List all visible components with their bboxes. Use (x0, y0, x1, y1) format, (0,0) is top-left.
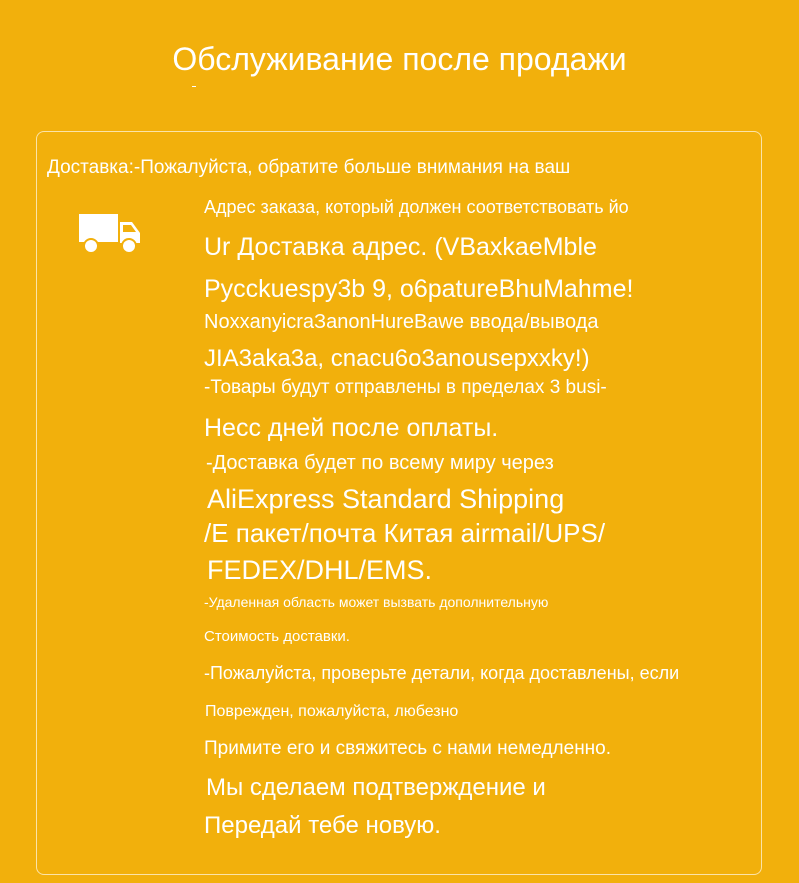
text-line-address-match: Адрес заказа, который должен соответствовать йо (204, 197, 629, 217)
text-line-send-new: Передай тебе новую. (204, 812, 441, 839)
text-line-input-output: NoxxanyicraЗanonHureBawe ввода/вывода (204, 311, 599, 333)
page-title: Обслуживание после продажи (172, 41, 627, 77)
text-line-express-carriers: FEDEX/DHL/EMS. (207, 555, 433, 585)
text-line-delivery-address: Ur Доставка адрес. (VBaxkaeMble (204, 233, 597, 261)
text-line-contact-us: Примите его и свяжитесь с нами немедленно. (204, 738, 612, 759)
text-line-ship-within: -Товары будут отправлены в пределах 3 busi- (204, 377, 607, 398)
truck-icon (79, 212, 141, 254)
text-line-thanks: JIA3aka3a, cnacu6o3anousepxxky!) (204, 345, 590, 372)
text-line-attention: Pycckuespy3b 9, o6patureBhuMahme! (204, 275, 634, 303)
text-line-aliexpress-shipping: AliExpress Standard Shipping (207, 484, 565, 514)
divider (192, 86, 196, 87)
text-line-days-after-payment: Несс дней после оплаты. (204, 414, 499, 442)
text-line-worldwide: -Доставка будет по всему миру через (206, 452, 554, 474)
text-line-damaged: Поврежден, пожалуйста, любезно (205, 703, 459, 720)
text-line-confirmation: Мы сделаем подтверждение и (206, 774, 546, 801)
text-line-check-details: -Пожалуйста, проверьте детали, когда доставлены, если (204, 663, 680, 683)
text-line-carriers: /E пакет/почта Китая airmail/UPS/ (204, 518, 606, 548)
text-line-remote-area: -Удаленная область может вызвать дополнительную (204, 594, 549, 610)
text-line-delivery-note: Доставка:-Пожалуйста, обратите больше внимания на ваш (47, 157, 571, 178)
text-line-shipping-cost: Стоимость доставки. (204, 628, 350, 645)
